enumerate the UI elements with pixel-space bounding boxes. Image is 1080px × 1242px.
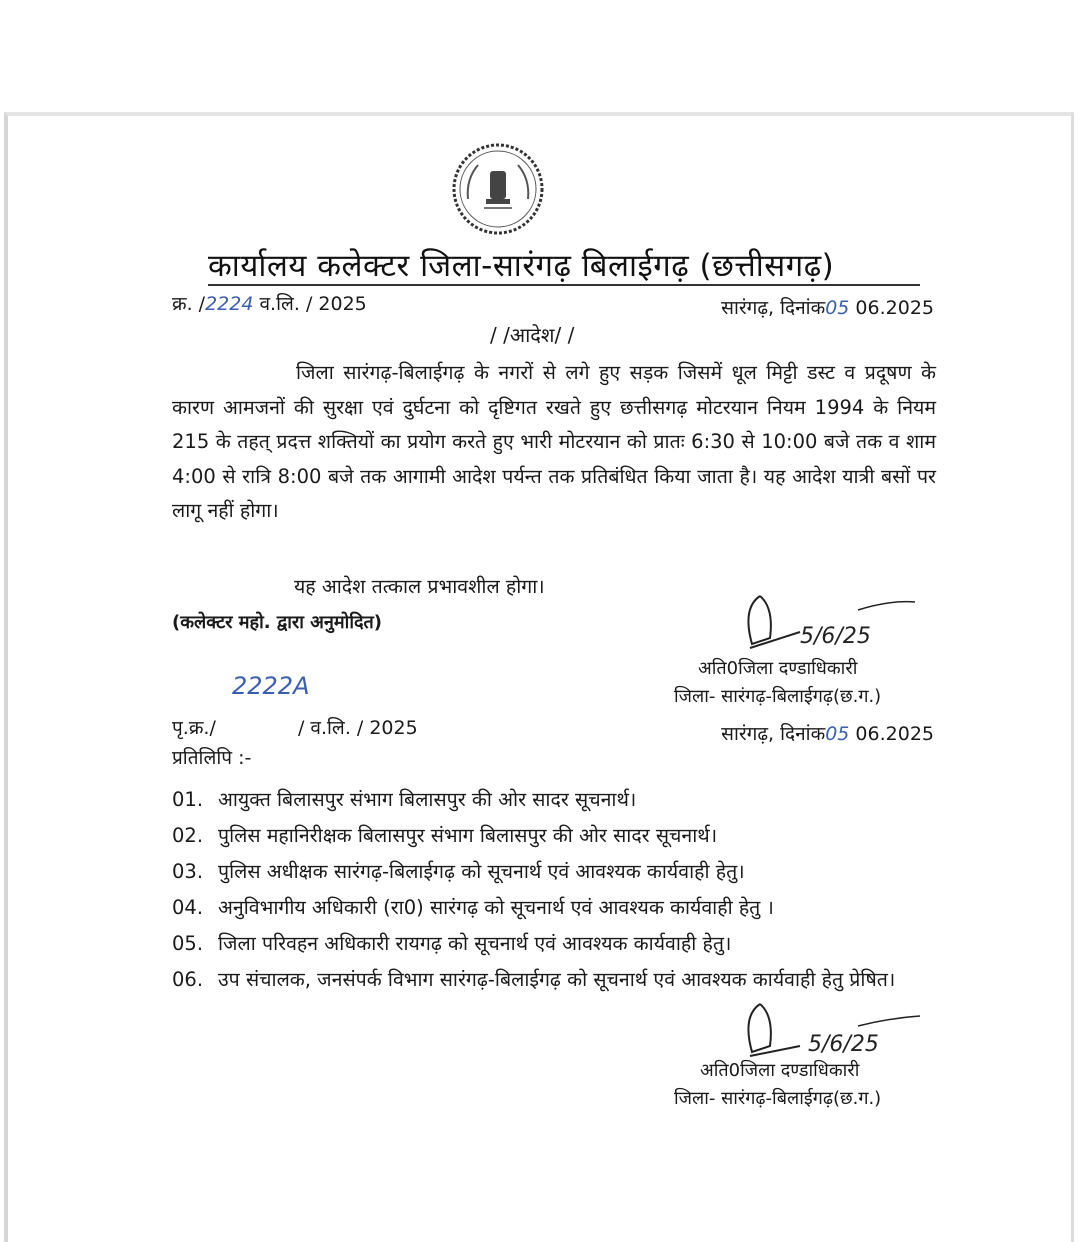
endorsement-ref-suffix: / व.लि. / 2025 xyxy=(297,717,418,739)
order-date xyxy=(721,294,934,320)
list-item xyxy=(172,782,936,818)
order-heading: / /आदेश/ / xyxy=(490,323,575,347)
list-item-number: 06. xyxy=(172,968,204,991)
endorsement-reference xyxy=(172,714,418,740)
copy-label: प्रतिलिपि :- xyxy=(172,747,252,769)
list-item-text: पुलिस अधीक्षक सारंगढ़-बिलाईगढ़ को सूचनार्थ एवं आवश्यक कार्यवाही हेतु। xyxy=(218,860,745,883)
recipient-list xyxy=(172,782,936,998)
signature-1-district: जिला- सारंगढ़-बिलाईगढ़(छ.ग.) xyxy=(674,686,882,707)
endorsement-date-place: सारंगढ़, दिनांक xyxy=(721,723,826,745)
order-date-place: सारंगढ़, दिनांक xyxy=(721,297,826,319)
list-item-number: 05. xyxy=(172,932,204,955)
order-ref-prefix: क्र. / xyxy=(172,293,206,315)
endorsement-date xyxy=(721,720,934,746)
order-body-paragraph: जिला सारंगढ़-बिलाईगढ़ के नगरों से लगे हुए सड़क जिसमें धूल मिट्टी डस्ट व प्रदूषण के कारण आमजनों की सुरक्षा एवं दुर्घटना को दृष्टिगत रखते हुए छत्तीसगढ़ मोटरयान नियम 1994 के नियम 215 के तहत् प्रदत्त शक्तियों का प्रयोग करते हुए भारी मोटरयान को प्रातः 6:30 से 10:00 बजे तक व शाम 4:00 से रात्रि 8:00 बजे तक आगामी आदेश पर्यन्त तक प्रतिबंधित किया जाता है। यह आदेश यात्री बसों पर लागू नहीं होगा। xyxy=(172,361,936,522)
list-item-number: 03. xyxy=(172,860,204,883)
approval-note: (कलेक्टर महो. द्वारा अनुमोदित) xyxy=(172,612,383,633)
title-divider xyxy=(208,284,920,286)
order-date-handwritten-day: 05 xyxy=(825,297,850,319)
endorsement-handwritten-number: 2222A xyxy=(232,672,310,700)
signature-2-designation: अति0जिला दण्डाधिकारी xyxy=(700,1060,860,1081)
list-item-text: आयुक्त बिलासपुर संभाग बिलासपुर की ओर सादर सूचनार्थ। xyxy=(218,788,637,811)
list-item xyxy=(172,926,936,962)
office-title: कार्यालय कलेक्टर जिला-सारंगढ़ बिलाईगढ़ (छत्तीसगढ़) xyxy=(208,248,835,284)
list-item xyxy=(172,890,936,926)
list-item-text: उप संचालक, जनसंपर्क विभाग सारंगढ़-बिलाईगढ़ को सूचनार्थ एवं आवश्यक कार्यवाही हेतु प्रेषित। xyxy=(218,968,896,991)
signature-1-date: 5/6/25 xyxy=(800,624,871,649)
signature-1-designation: अति0जिला दण्डाधिकारी xyxy=(698,658,858,679)
list-item xyxy=(172,962,936,998)
list-item-number: 01. xyxy=(172,788,204,811)
order-ref-handwritten-number: 2224 xyxy=(205,293,254,315)
list-item-text: अनुविभागीय अधिकारी (रा0) सारंगढ़ को सूचनार्थ एवं आवश्यक कार्यवाही हेतु । xyxy=(218,896,774,919)
endorsement-ref-prefix: पृ.क्र./ xyxy=(172,717,216,739)
list-item xyxy=(172,818,936,854)
order-ref-suffix: व.लि. / 2025 xyxy=(259,293,367,315)
signature-2-district: जिला- सारंगढ़-बिलाईगढ़(छ.ग.) xyxy=(674,1088,882,1109)
endorsement-date-handwritten-day: 05 xyxy=(825,723,850,745)
order-date-rest: 06.2025 xyxy=(855,297,934,319)
effective-line: यह आदेश तत्काल प्रभावशील होगा। xyxy=(294,575,545,598)
list-item-text: पुलिस महानिरीक्षक बिलासपुर संभाग बिलासपुर की ओर सादर सूचनार्थ। xyxy=(218,824,718,847)
list-item-text: जिला परिवहन अधिकारी रायगढ़ को सूचनार्थ एवं आवश्यक कार्यवाही हेतु। xyxy=(218,932,732,955)
order-reference xyxy=(172,290,367,316)
list-item xyxy=(172,854,936,890)
signature-2-date: 5/6/25 xyxy=(808,1032,879,1057)
endorsement-date-rest: 06.2025 xyxy=(855,723,934,745)
list-item-number: 04. xyxy=(172,896,204,919)
government-emblem-icon xyxy=(446,141,550,237)
list-item-number: 02. xyxy=(172,824,204,847)
